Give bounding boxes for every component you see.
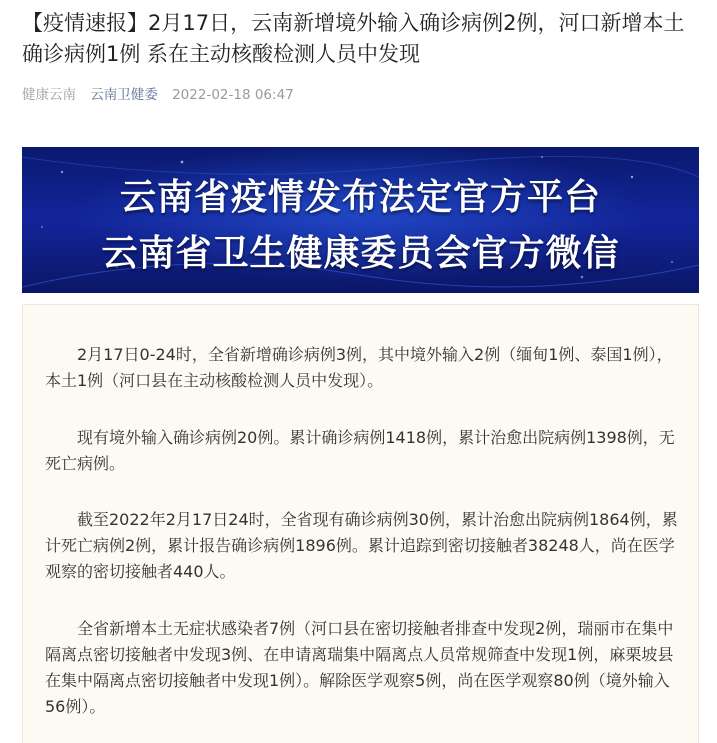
article-body	[22, 304, 699, 743]
paragraph: 截至2022年2月17日24时，全省现有确诊病例30例，累计治愈出院病例1864例，累计死亡病例2例，累计报告确诊病例1896例。累计追踪到密切接触者38248人，尚在医学观察的密切接触者440人。	[45, 510, 678, 581]
publish-time: 2022-02-18 06:47	[172, 87, 294, 103]
banner-line-2: 云南省卫生健康委员会官方微信	[101, 233, 620, 274]
header-banner-image	[22, 147, 699, 293]
article-source: 健康云南	[22, 87, 76, 103]
account-name-link[interactable]: 云南卫健委	[90, 87, 158, 103]
banner-line-1: 云南省疫情发布法定官方平台	[119, 177, 601, 218]
article-meta	[22, 86, 294, 104]
paragraph: 全省新增本土无症状感染者7例（河口县在密切接触者排查中发现2例，瑞丽市在集中隔离点密切接触者中发现3例、在申请离瑞集中隔离点人员常规筛查中发现1例，麻栗坡县在集中隔离点密切接触者中发现1例）。解除医学观察5例，尚在医学观察80例（境外输入56例）。	[45, 619, 674, 716]
paragraph: 现有境外输入确诊病例20例。累计确诊病例1418例，累计治愈出院病例1398例，无死亡病例。	[45, 428, 675, 473]
paragraph: 2月17日0-24时，全省新增确诊病例3例，其中境外输入2例（缅甸1例、泰国1例），本土1例（河口县在主动核酸检测人员中发现）。	[45, 345, 673, 390]
article-title: 【疫情速报】2月17日，云南新增境外输入确诊病例2例，河口新增本土确诊病例1例 系在主动核酸检测人员中发现	[22, 11, 685, 66]
